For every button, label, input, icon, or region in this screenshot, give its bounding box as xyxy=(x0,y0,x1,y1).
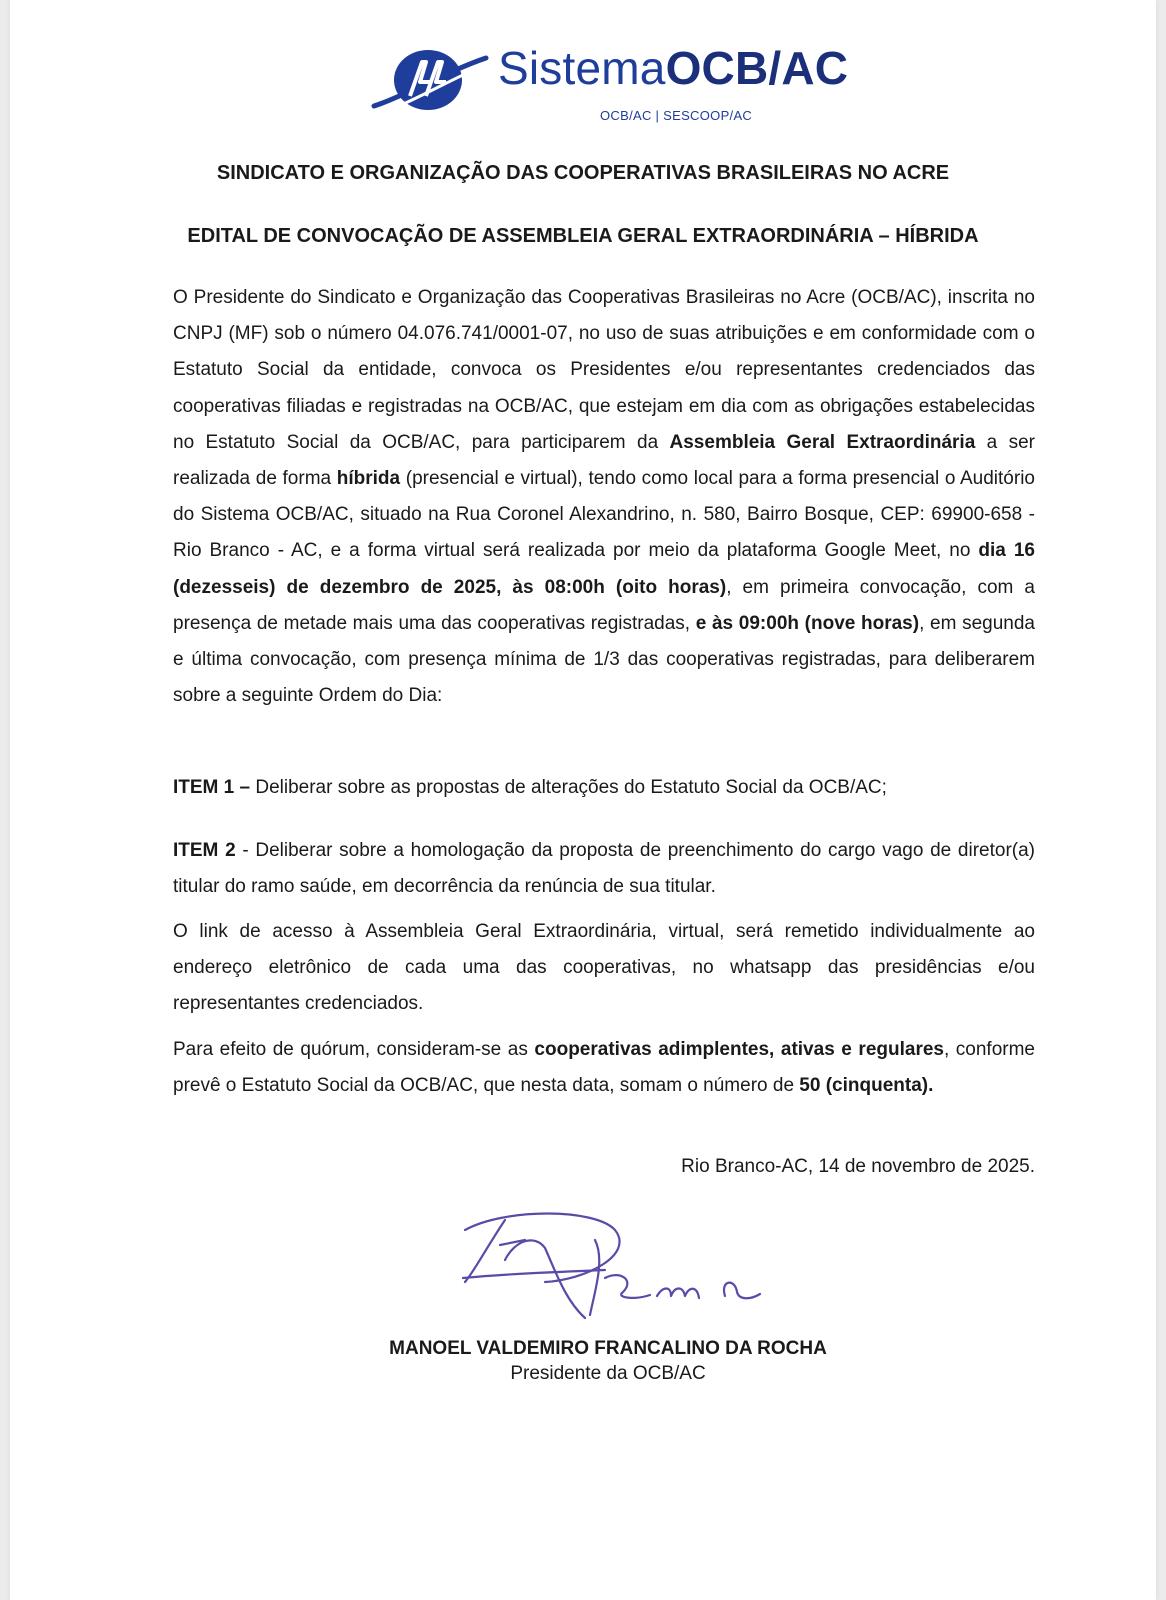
agenda-item-2: ITEM 2 - Deliberar sobre a homologação da proposta de preenchimento do cargo vago de diretor(a) titular do ramo saúde, em decorrência da renúncia de sua titular. xyxy=(173,840,1035,898)
document-page xyxy=(10,0,1156,1600)
logo xyxy=(370,34,870,130)
brand-tagline: OCB/AC | SESCOOP/AC xyxy=(600,108,753,123)
ocb-emblem-icon xyxy=(370,40,492,120)
document-title: EDITAL DE CONVOCAÇÃO DE ASSEMBLEIA GERAL EXTRAORDINÁRIA – HÍBRIDA xyxy=(187,225,979,247)
link-paragraph: O link de acesso à Assembleia Geral Extraordinária, virtual, será remetido individualmente ao endereço eletrônico de cada uma das cooperativas, no whatsapp das presidências e/ou representantes credenciados. xyxy=(173,921,1035,1015)
brand-name: SistemaOCB/AC xyxy=(498,42,849,94)
quorum-paragraph: Para efeito de quórum, consideram-se as cooperativas adimplentes, ativas e regulares, conforme prevê o Estatuto Social da OCB/AC, que nesta data, somam o número de 50 (cinquenta). xyxy=(173,1039,1035,1097)
signature-icon xyxy=(445,1200,785,1340)
signer-role: Presidente da OCB/AC xyxy=(510,1363,706,1384)
organization-heading: SINDICATO E ORGANIZAÇÃO DAS COOPERATIVAS BRASILEIRAS NO ACRE xyxy=(216,162,950,184)
agenda-item-1: ITEM 1 – Deliberar sobre as propostas de alterações do Estatuto Social da OCB/AC; xyxy=(173,777,887,798)
signer-name: MANOEL VALDEMIRO FRANCALINO DA ROCHA xyxy=(389,1338,827,1359)
dateline: Rio Branco-AC, 14 de novembro de 2025. xyxy=(681,1156,1035,1177)
intro-paragraph: O Presidente do Sindicato e Organização das Cooperativas Brasileiras no Acre (OCB/AC), inscrita no CNPJ (MF) sob o número 04.076.741/0001-07, no uso de suas atribuições e em conformidade com o Estatuto Social da entidade, convoca os Presidentes e/ou representantes credenciados das cooperativas filiadas e registradas na OCB/AC, que estejam em dia com as obrigações estabelecidas no Estatuto Social da OCB/AC, para participarem da Assembleia Geral Extraordinária a ser realizada de forma híbrida (presencial e virtual), tendo como local para a forma presencial o Auditório do Sistema OCB/AC, situado na Rua Coronel Alexandrino, n. 580, Bairro Bosque, CEP: 69900-658 - Rio Branco - AC, e a forma virtual será realizada por meio da plataforma Google Meet, no dia 16 (dezesseis) de dezembro de 2025, às 08:00h (oito horas), em primeira convocação, com a presença de metade mais uma das cooperativas registradas, e às 09:00h (nove horas), em segunda e última convocação, com presença mínima de 1/3 das cooperativas registradas, para deliberarem sobre a seguinte Ordem do Dia: xyxy=(173,287,1035,707)
